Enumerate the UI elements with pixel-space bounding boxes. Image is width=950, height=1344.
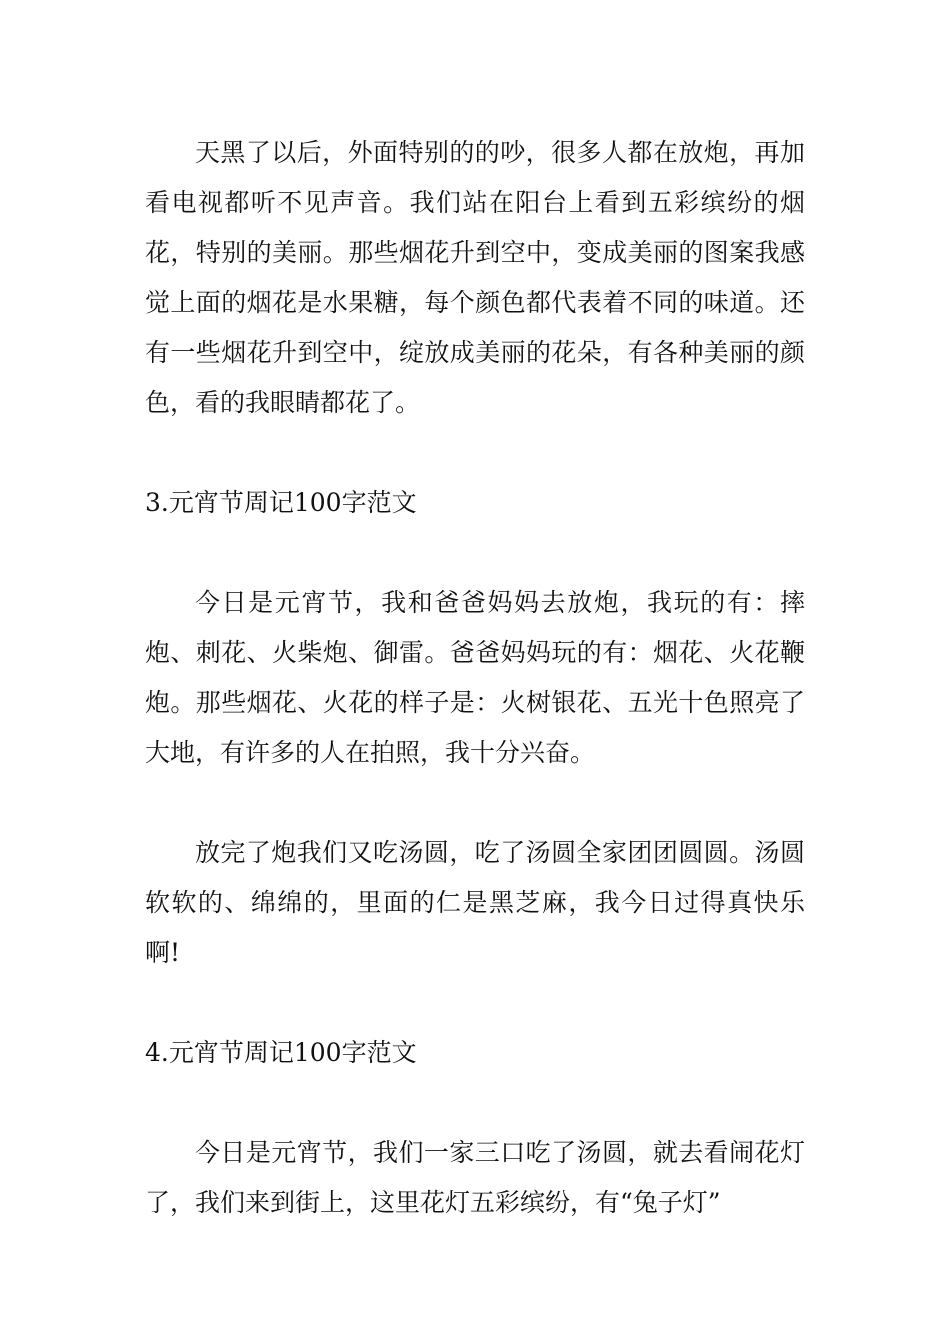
paragraph-spacer xyxy=(145,428,805,478)
paragraph-eating-tangyuan: 放完了炮我们又吃汤圆，吃了汤圆全家团团圆圆。汤圆软软的、绵绵的，里面的仁是黑芝麻，我今日过得真快乐啊! xyxy=(145,838,805,967)
document-body xyxy=(145,128,805,1228)
paragraph-lantern-festival-firecrackers: 今日是元宵节，我和爸爸妈妈去放炮，我玩的有：摔炮、刺花、火柴炮、御雷。爸爸妈妈玩的有：烟花、火花鞭炮。那些烟花、火花的样子是：火树银花、五光十色照亮了大地，有许多的人在拍照，我十分兴奋。 xyxy=(145,588,805,767)
section-heading-4: 4.元宵节周记100字范文 xyxy=(145,1038,417,1067)
paragraph-lantern-viewing: 今日是元宵节，我们一家三口吃了汤圆，就去看闹花灯了，我们来到街上，这里花灯五彩缤纷，有“兔子灯” xyxy=(145,1138,805,1217)
section-heading-3: 3.元宵节周记100字范文 xyxy=(145,488,417,517)
paragraph-spacer xyxy=(145,978,805,1028)
paragraph-fireworks-night: 天黑了以后，外面特别的的吵，很多人都在放炮，再加看电视都听不见声音。我们站在阳台上看到五彩缤纷的烟花，特别的美丽。那些烟花升到空中，变成美丽的图案我感觉上面的烟花是水果糖，每个颜色都代表着不同的味道。还有一些烟花升到空中，绽放成美丽的花朵，有各种美丽的颜色，看的我眼睛都花了。 xyxy=(145,138,805,417)
paragraph-spacer xyxy=(145,528,805,578)
paragraph-spacer xyxy=(145,778,805,828)
paragraph-spacer xyxy=(145,1078,805,1128)
